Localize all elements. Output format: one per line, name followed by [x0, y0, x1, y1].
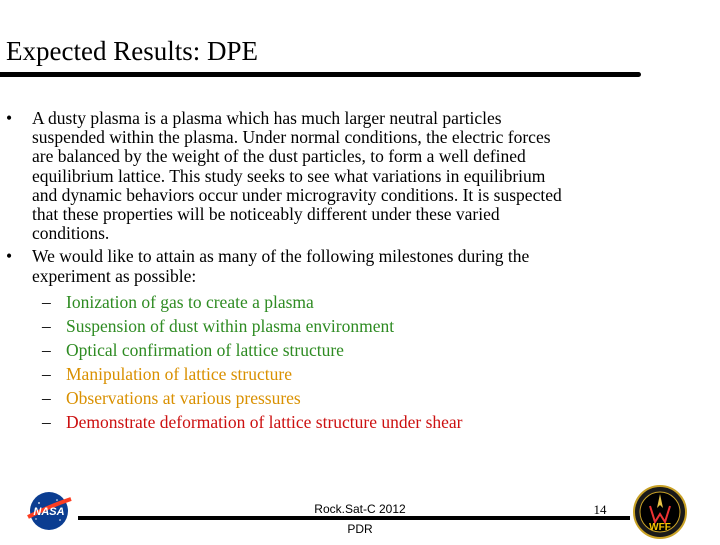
dash-marker: –	[42, 291, 51, 312]
wff-logo	[632, 484, 688, 545]
footer-underline	[78, 516, 630, 520]
bullet-dot: •	[6, 108, 13, 128]
milestone-item	[0, 293, 640, 317]
bullet-line: equilibrium lattice. This study seeks to see what variations in equilibrium	[32, 165, 546, 186]
milestone-text: Demonstrate deformation of lattice structure under shear	[66, 411, 463, 432]
footer-event: Rock.Sat-C 2012	[314, 502, 406, 516]
milestone-text: Optical confirmation of lattice structure	[66, 339, 344, 360]
dash-marker: –	[42, 363, 51, 384]
milestone-item	[0, 389, 640, 413]
nasa-logo-text: NASA	[33, 506, 65, 518]
bullet-text	[32, 247, 632, 285]
milestone-item	[0, 317, 640, 341]
wff-badge-icon	[632, 484, 688, 540]
title-underline	[0, 72, 641, 77]
bullet-item-milestones	[0, 247, 640, 285]
bullet-line: that these properties will be noticeably different under these varied	[32, 204, 500, 225]
bullet-dot: •	[6, 246, 13, 267]
milestone-text: Observations at various pressures	[66, 387, 301, 408]
dash-marker: –	[42, 339, 51, 360]
milestone-text: Suspension of dust within plasma environment	[66, 315, 395, 336]
slide-title: Expected Results: DPE	[6, 36, 258, 66]
milestone-text: Ionization of gas to create a plasma	[66, 291, 314, 312]
bullet-line: experiment as possible:	[32, 265, 197, 286]
bullet-line: and dynamic behaviors occur under microgravity conditions. It is suspected	[32, 184, 562, 205]
milestone-item	[0, 341, 640, 365]
bullet-line: conditions.	[32, 223, 110, 244]
milestone-item	[0, 365, 640, 389]
wff-logo-text: WFF	[649, 522, 671, 533]
milestone-list	[0, 293, 640, 437]
bullet-line: are balanced by the weight of the dust particles, to form a well defined	[32, 146, 526, 167]
footer-review: PDR	[347, 522, 373, 536]
bullet-list	[0, 109, 640, 437]
dash-marker: –	[42, 411, 51, 432]
nasa-logo	[24, 490, 74, 537]
milestone-text: Manipulation of lattice structure	[66, 363, 292, 384]
dash-marker: –	[42, 387, 51, 408]
page-number: 14	[593, 502, 607, 517]
dash-marker: –	[42, 315, 51, 336]
bullet-line: We would like to attain as many of the following milestones during the	[32, 246, 530, 267]
nasa-meatball-icon	[24, 490, 74, 532]
bullet-text	[32, 109, 632, 243]
bullet-line: suspended within the plasma. Under normal conditions, the electric forces	[32, 127, 551, 148]
bullet-item-dusty-plasma	[0, 109, 640, 243]
bullet-line: A dusty plasma is a plasma which has much larger neutral particles	[32, 108, 502, 128]
milestone-item	[0, 413, 640, 437]
